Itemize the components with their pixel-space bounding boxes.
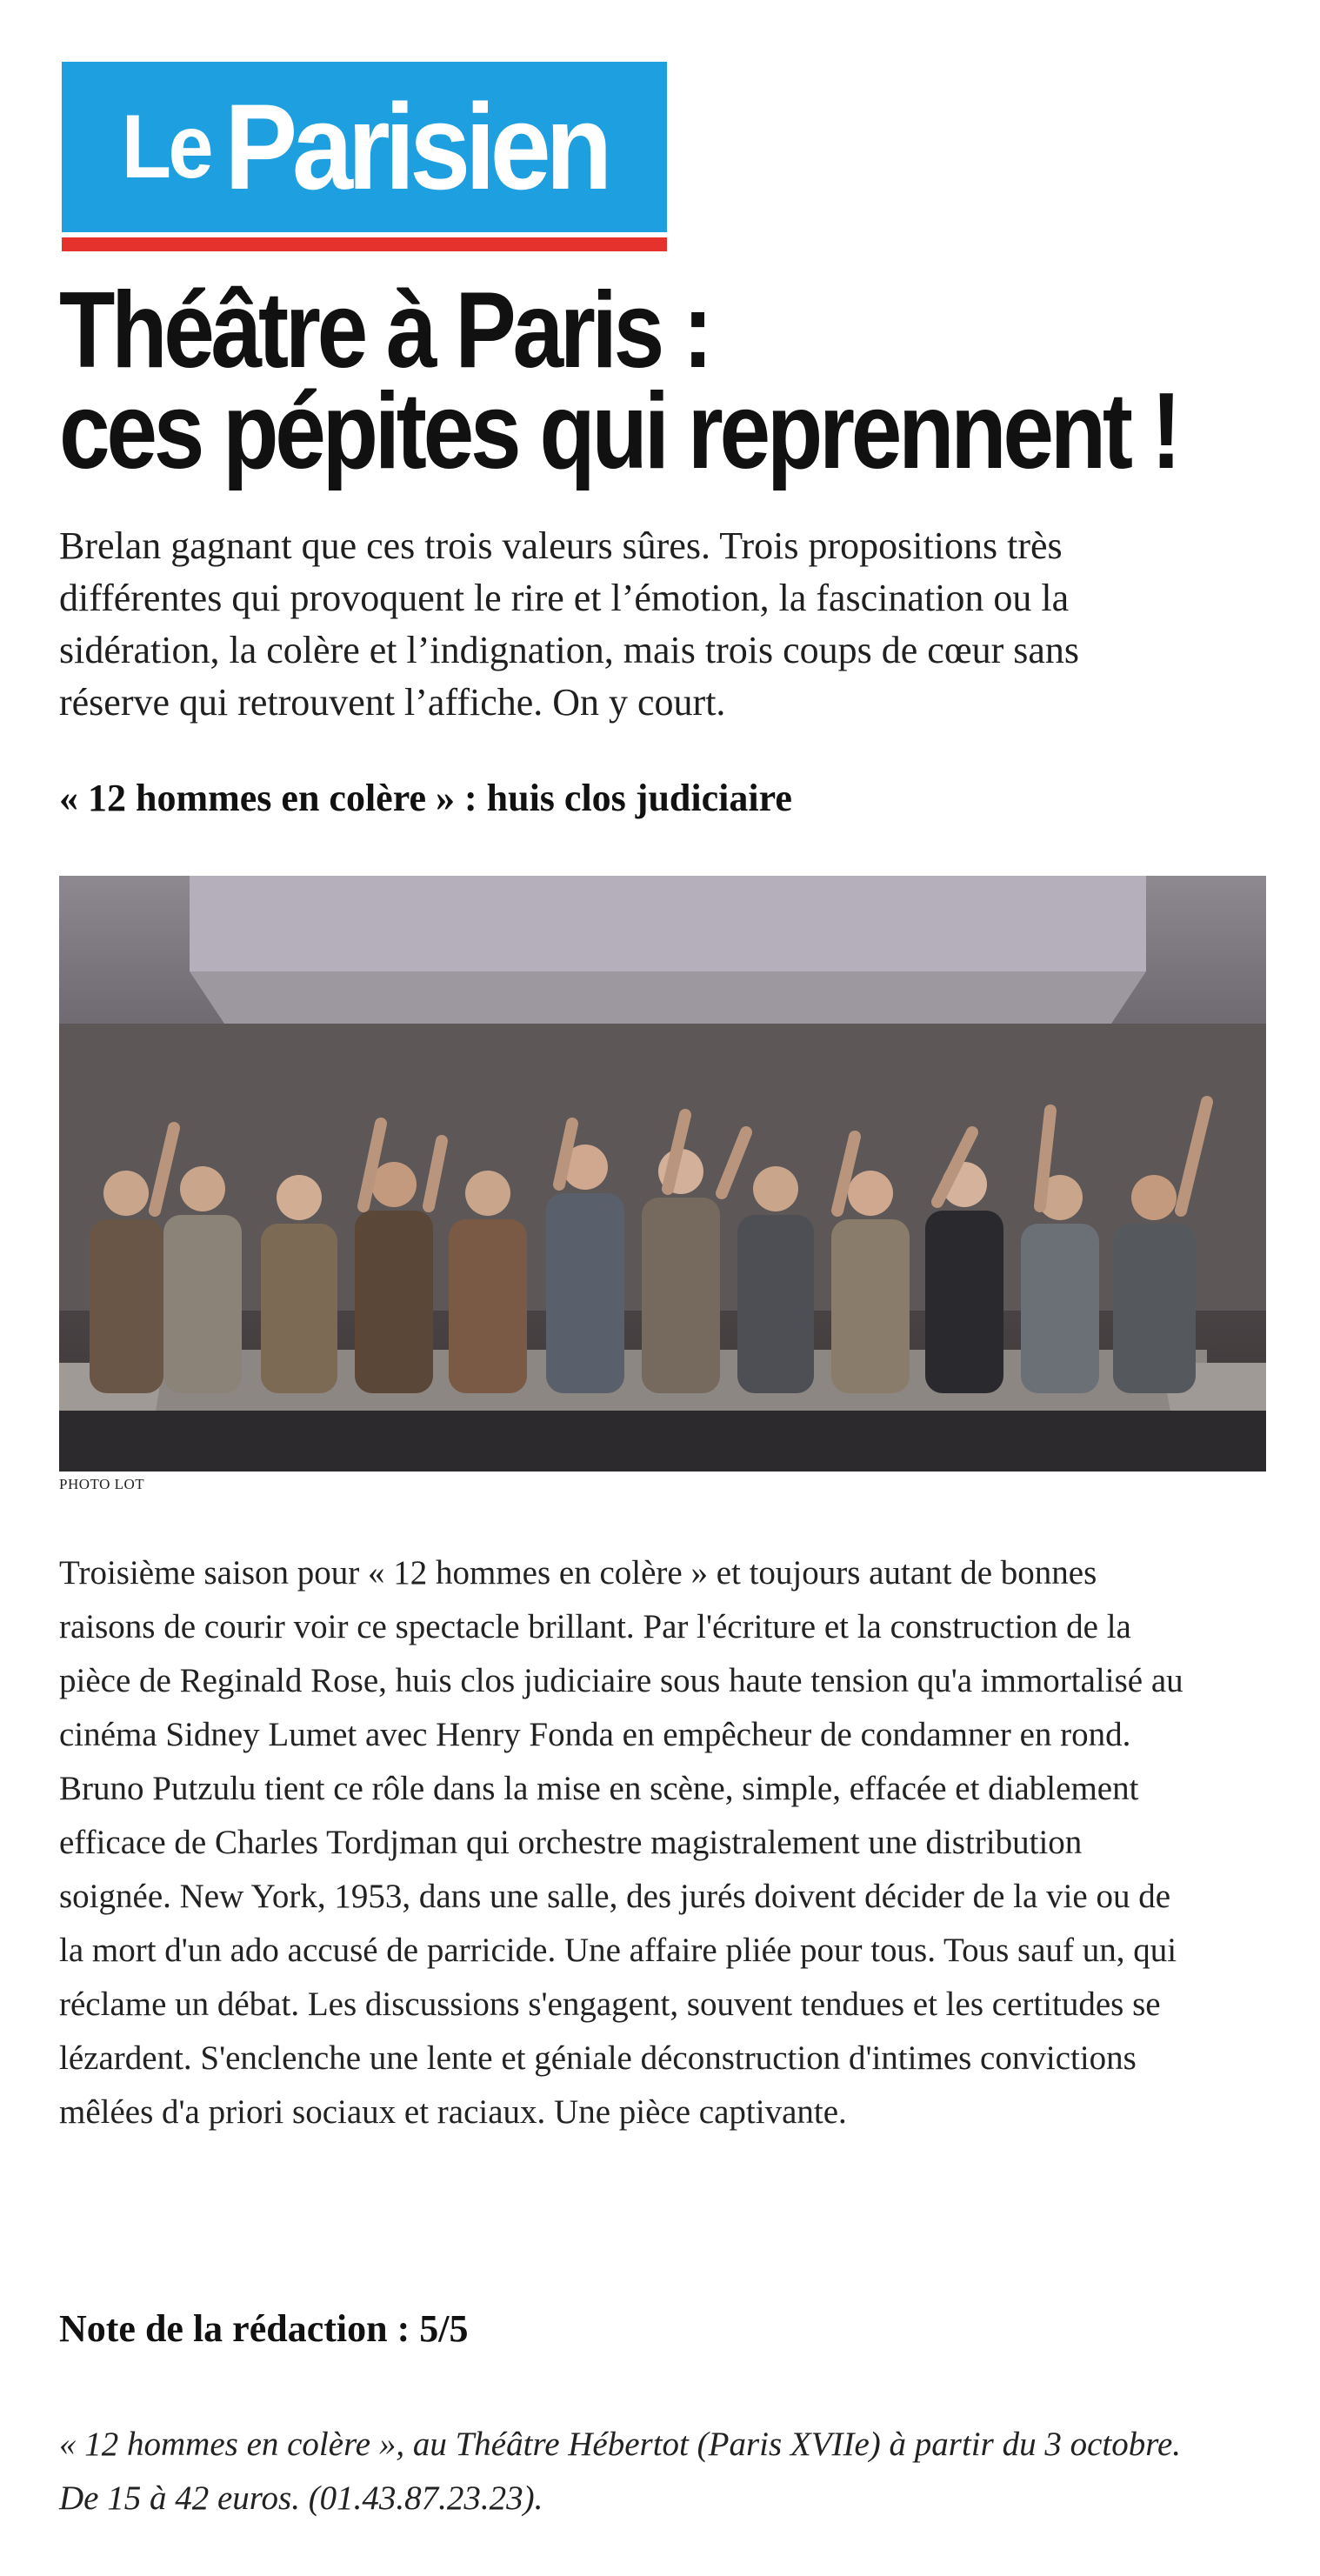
stage-photo [59, 876, 1266, 1472]
logo-red-rule [62, 237, 667, 251]
headline-line-1: Théâtre à Paris : [59, 270, 710, 390]
logo-wordmark [92, 62, 637, 232]
editorial-rating: Note de la rédaction : 5/5 [59, 2307, 469, 2350]
article-body: Troisième saison pour « 12 hommes en colère » et toujours autant de bonnes raisons de courir voir ce spectacle brillant. Par l'écriture et la construction de la pièce de Reginald Rose, huis clos judiciaire sous haute tension qu'a immortalisé au cinéma Sidney Lumet avec Henry Fonda en empêcheur de condamner en rond. Bruno Putzulu tient ce rôle dans la mise en scène, simple, effacée et diablement efficace de Charles Tordjman qui orchestre magistralement une distribution soignée. New York, 1953, dans une salle, des jurés doivent décider de la vie ou de la mort d'un ado accusé de parricide. Une affaire pliée pour tous. Tous sauf un, qui réclame un débat. Les discussions s'engagent, souvent tendues et les certitudes se lézardent. S'enclenche une lente et géniale déconstruction d'intimes convictions mêlées d'a priori sociaux et raciaux. Une pièce captivante. [59, 1554, 1183, 2131]
photo-credit: PHOTO LOT [59, 1476, 145, 1492]
stage-illustration [59, 876, 1266, 1472]
le-parisien-logo[interactable] [62, 62, 667, 251]
article-headline [59, 270, 1178, 491]
practical-info: « 12 hommes en colère », au Théâtre Hébertot (Paris XVIIe) à partir du 3 octobre. De 15 à 42 euros. (01.43.87.23.23). [59, 2426, 1182, 2517]
logo-prefix: Le [121, 96, 210, 197]
section-subhead: « 12 hommes en colère » : huis clos judiciaire [59, 777, 792, 819]
headline-line-2: ces pépites qui reprennent ! [59, 371, 1178, 491]
logo-name: Parisien [224, 78, 608, 215]
article-intro: Brelan gagnant que ces trois valeurs sûres. Trois propositions très différentes qui provoquent le rire et l’émotion, la fascination ou la sidération, la colère et l’indignation, mais trois coups de cœur sans réserve qui retrouvent l’affiche. On y court. [59, 524, 1080, 724]
